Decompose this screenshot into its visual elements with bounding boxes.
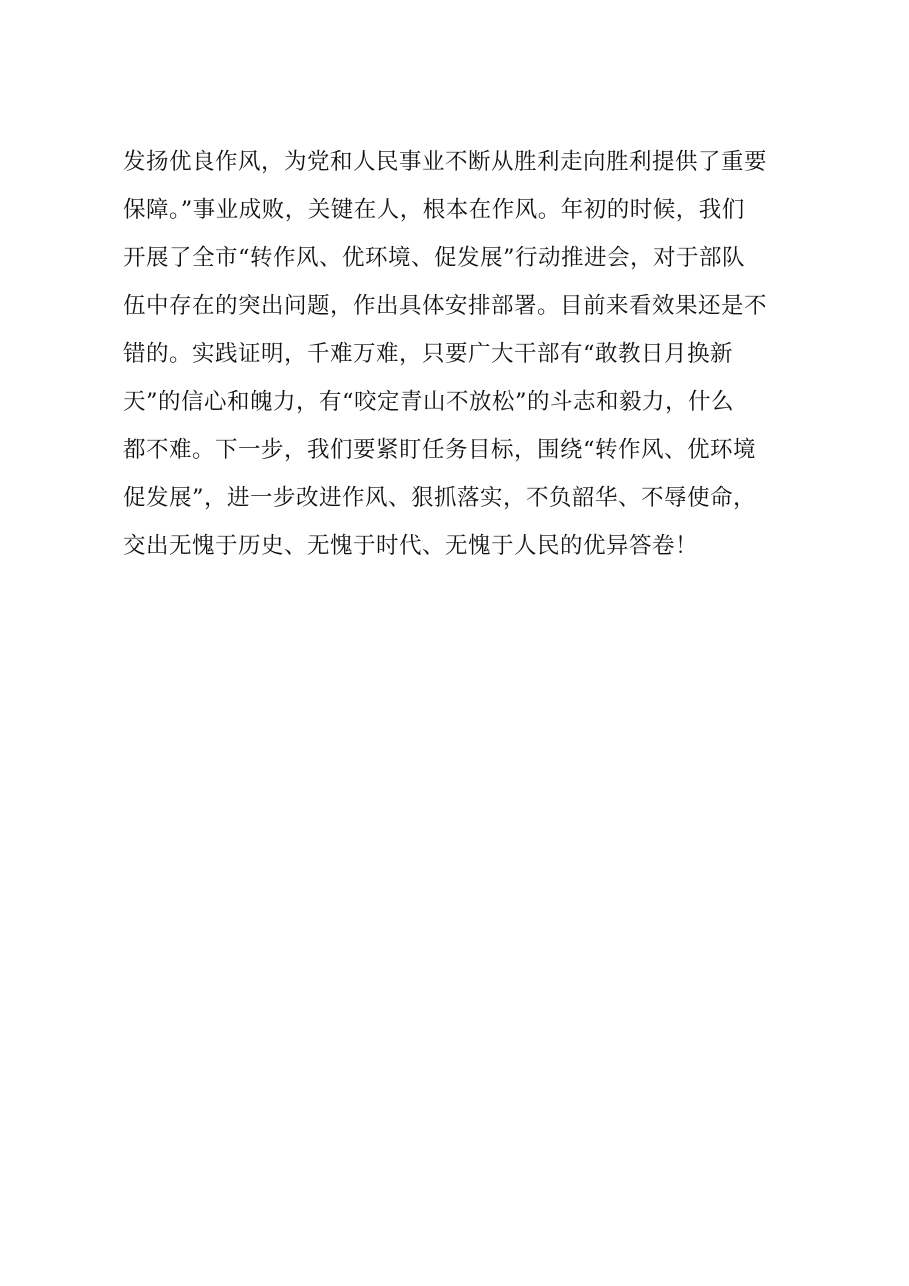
text-line: 开展了全市“转作风、优环境、促发展”行动推进会，对于部队	[123, 245, 746, 271]
text-line: 保障。”事业成败，关键在人，根本在作风。年初的时候，我们	[123, 197, 745, 223]
text-line: 促发展”，进一步改进作风、狠抓落实，不负韶华、不辱使命，	[123, 485, 757, 511]
text-line: 都不难。下一步，我们要紧盯任务目标，围绕“转作风、优环境	[123, 437, 757, 463]
text-line: 发扬优良作风，为党和人民事业不断从胜利走向胜利提供了重要	[123, 149, 768, 175]
text-line: 天”的信心和魄力，有“咬定青山不放松”的斗志和毅力，什么	[123, 389, 735, 415]
text-line: 交出无愧于历史、无愧于时代、无愧于人民的优异答卷！	[123, 533, 699, 559]
text-line: 伍中存在的突出问题，作出具体安排部署。目前来看效果还是不	[123, 293, 768, 319]
body-paragraph	[123, 138, 813, 570]
text-line: 错的。实践证明，千难万难，只要广大干部有“敢教日月换新	[123, 341, 734, 367]
